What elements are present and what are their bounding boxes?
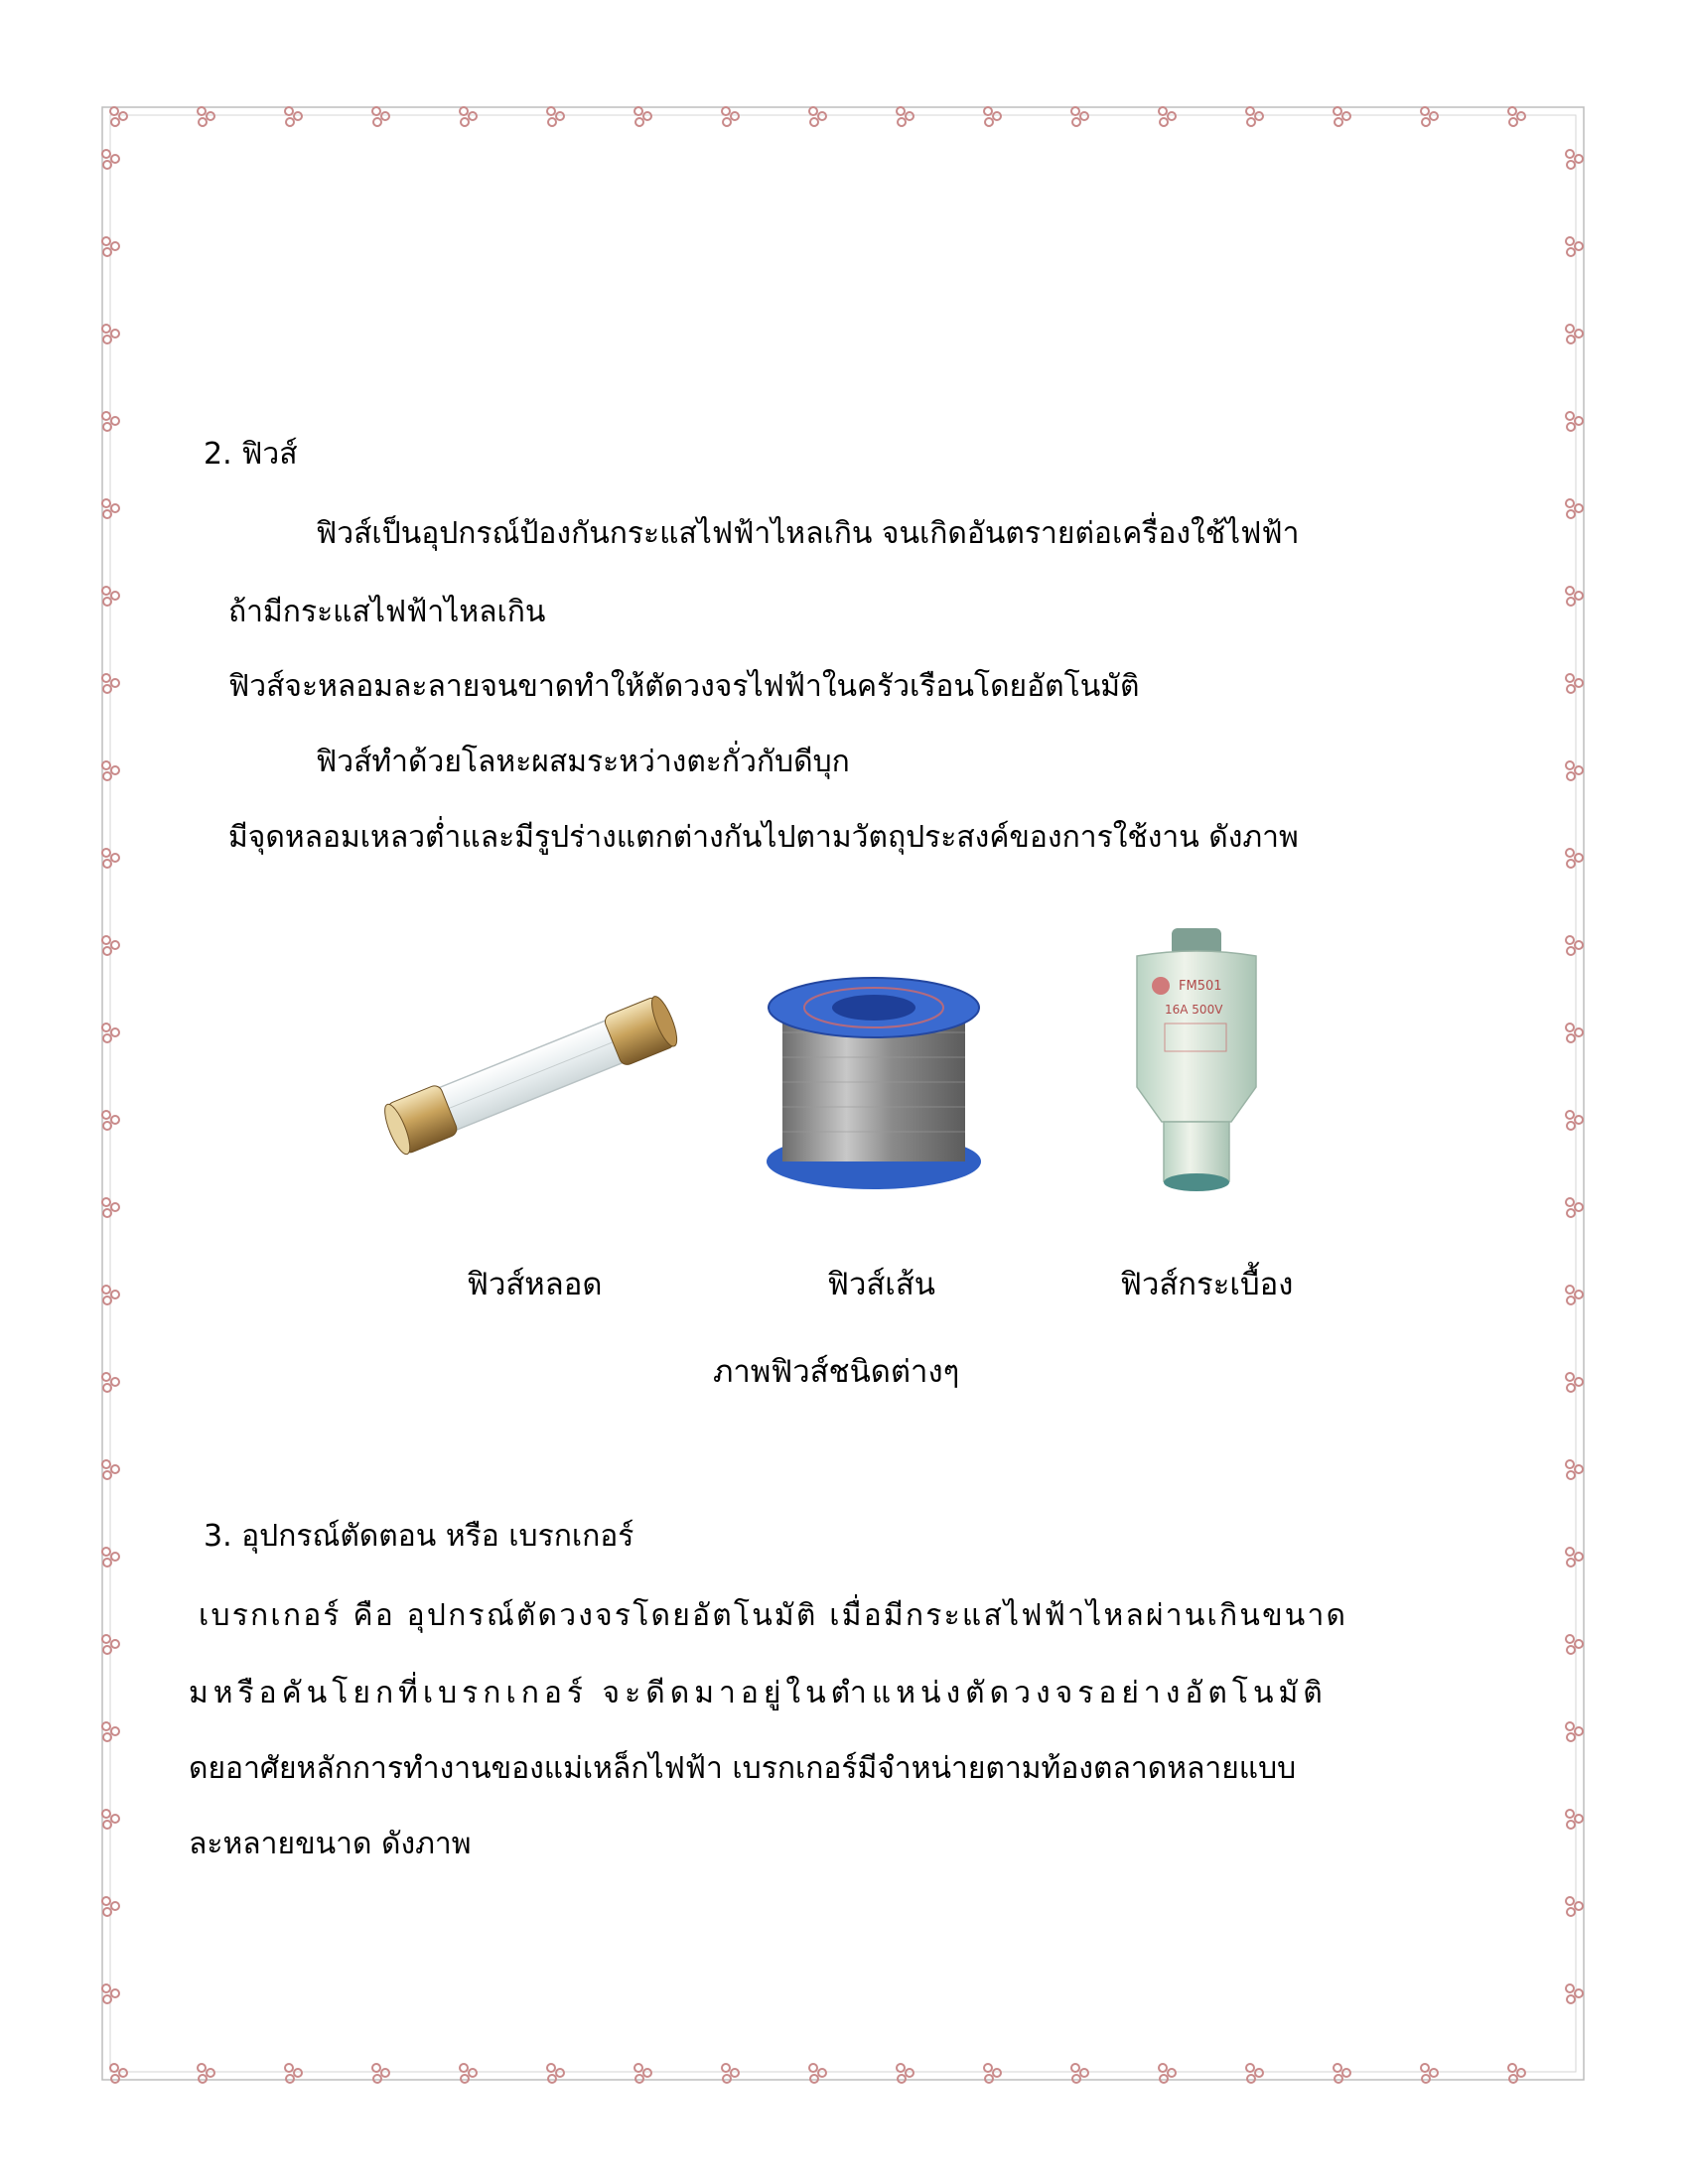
border-dot-cluster	[102, 761, 119, 780]
border-dot-cluster	[460, 107, 477, 126]
border-dot-cluster	[102, 1024, 119, 1042]
label-tube-fuse: ฟิวส์หลอด	[467, 1267, 603, 1302]
paragraph-line: ฟิวส์ทำด้วยโลหะผสมระหว่างตะกั่วกับดีบุก	[316, 745, 850, 779]
paragraph-line: ละหลายขนาด ดังภาพ	[189, 1827, 472, 1861]
border-dot-cluster	[1566, 761, 1583, 780]
border-dot-cluster	[1334, 107, 1350, 126]
border-dot-cluster	[102, 674, 119, 693]
section-heading-breaker: 3. อุปกรณ์ตัดตอน หรือ เบรกเกอร์	[204, 1519, 634, 1554]
border-dot-cluster	[102, 587, 119, 606]
figure-caption: ภาพฟิวส์ชนิดต่างๆ	[713, 1354, 960, 1390]
paragraph-line: ดยอาศัยหลักการทำงานของแม่เหล็กไฟฟ้า เบรกเกอร์มีจำหน่ายตามท้องตลาดหลายแบบ	[189, 1751, 1297, 1786]
border-dot-cluster	[897, 107, 914, 126]
border-dot-cluster	[1566, 1984, 1583, 2003]
border-dot-cluster	[984, 107, 1001, 126]
border-dot-cluster	[1566, 674, 1583, 693]
border-dot-cluster	[1566, 849, 1583, 868]
border-dot-cluster	[102, 1635, 119, 1654]
border-dot-cluster	[1421, 107, 1438, 126]
border-dot-cluster	[1508, 107, 1525, 126]
border-dot-cluster	[102, 1722, 119, 1741]
border-dot-cluster	[1566, 1286, 1583, 1304]
border-dot-cluster	[102, 150, 119, 169]
border-dot-cluster	[809, 107, 826, 126]
border-dot-cluster	[1566, 325, 1583, 343]
border-dot-cluster	[102, 1810, 119, 1829]
paragraph-line: เบรกเกอร์ คือ อุปกรณ์ตัดวงจรโดยอัตโนมัติ เมื่อมีกระแสไฟฟ้าไหลผ่านเกินขนาด	[199, 1598, 1348, 1633]
ceramic-fuse-photo	[1117, 918, 1276, 1206]
border-dot-cluster	[102, 1373, 119, 1392]
border-dot-cluster	[1566, 1460, 1583, 1479]
border-dot-cluster	[102, 1286, 119, 1304]
border-dot-cluster	[1159, 107, 1176, 126]
border-dot-cluster	[102, 1111, 119, 1130]
border-dot-cluster	[1566, 1373, 1583, 1392]
border-dot-cluster	[102, 499, 119, 518]
border-dot-cluster	[198, 107, 214, 126]
section-heading-fuse: 2. ฟิวส์	[204, 437, 298, 472]
border-dot-cluster	[102, 1460, 119, 1479]
border-dot-cluster	[1566, 412, 1583, 431]
border-dot-cluster	[722, 107, 739, 126]
border-dot-cluster	[1566, 936, 1583, 955]
border-dot-cluster	[102, 325, 119, 343]
border-dot-cluster	[1246, 107, 1263, 126]
label-fuse-wire: ฟิวส์เส้น	[827, 1267, 935, 1302]
border-dot-cluster	[1566, 1111, 1583, 1130]
border-dot-cluster	[1566, 1810, 1583, 1829]
border-dot-cluster	[102, 1548, 119, 1567]
border-dot-cluster	[634, 107, 651, 126]
border-dot-cluster	[102, 1897, 119, 1916]
paragraph-line: มีจุดหลอมเหลวต่ำและมีรูปร่างแตกต่างกันไปตามวัตถุประสงค์ของการใช้งาน ดังภาพ	[228, 820, 1299, 855]
border-dot-cluster	[285, 107, 302, 126]
border-dot-cluster	[102, 412, 119, 431]
border-dot-cluster	[372, 107, 389, 126]
border-dot-cluster	[1566, 1024, 1583, 1042]
border-dot-cluster	[1566, 150, 1583, 169]
paragraph-line: ฟิวส์จะหลอมละลายจนขาดทำให้ตัดวงจรไฟฟ้าในครัวเรือนโดยอัตโนมัติ	[228, 669, 1140, 704]
border-dot-cluster	[1566, 587, 1583, 606]
border-dot-cluster	[1566, 1548, 1583, 1567]
paragraph-line: ถ้ามีกระแสไฟฟ้าไหลเกิน	[228, 595, 546, 629]
border-dot-cluster	[1566, 1897, 1583, 1916]
paragraph-line: มหรือคันโยกที่เบรกเกอร์ จะดีดมาอยู่ในตำแหน่งตัดวงจรอย่างอัตโนมัติ	[189, 1676, 1328, 1710]
ceramic-fuse-print: 16A 500V	[1165, 1003, 1223, 1017]
border-dot-cluster	[547, 107, 564, 126]
border-dot-cluster	[1566, 237, 1583, 256]
border-dot-cluster	[102, 237, 119, 256]
border-dot-cluster	[1566, 1722, 1583, 1741]
fuse-wire-spool-photo	[755, 963, 993, 1201]
border-dot-cluster	[102, 849, 119, 868]
border-dot-cluster	[102, 1198, 119, 1217]
border-dot-cluster	[110, 107, 127, 126]
ceramic-fuse-print: FM501	[1179, 979, 1222, 994]
tube-fuse-photo	[367, 983, 685, 1171]
border-dot-cluster	[1071, 107, 1088, 126]
border-dot-cluster	[1566, 1198, 1583, 1217]
border-dot-cluster	[1566, 499, 1583, 518]
border-dot-cluster	[1566, 1635, 1583, 1654]
label-ceramic-fuse: ฟิวส์กระเบื้อง	[1120, 1267, 1294, 1302]
paragraph-line: ฟิวส์เป็นอุปกรณ์ป้องกันกระแสไฟฟ้าไหลเกิน จนเกิดอันตรายต่อเครื่องใช้ไฟฟ้า	[316, 516, 1300, 551]
border-dot-cluster	[102, 936, 119, 955]
border-dot-cluster	[102, 1984, 119, 2003]
